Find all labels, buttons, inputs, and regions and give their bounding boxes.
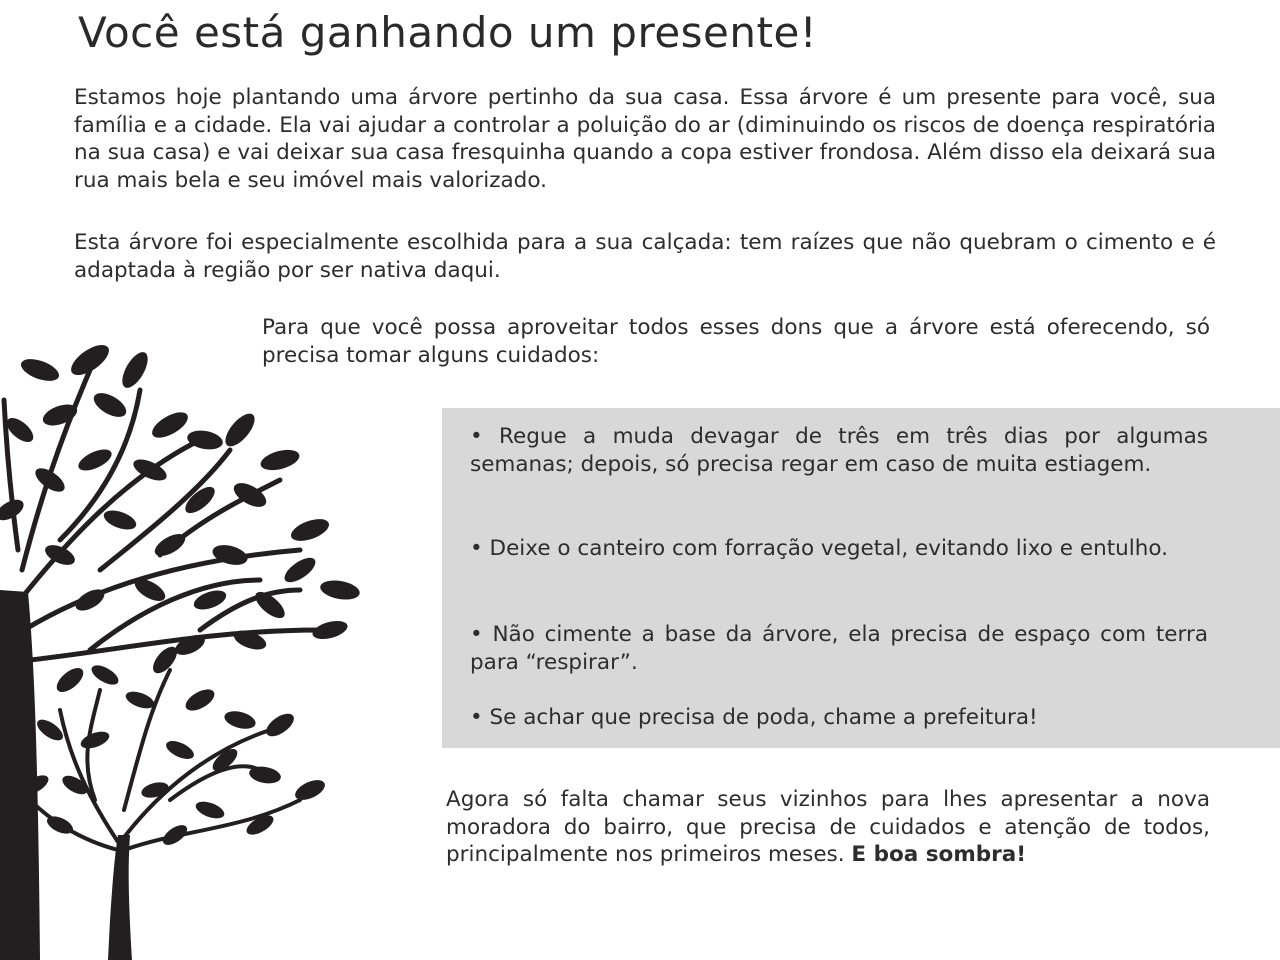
- tip-ground-cover: • Deixe o canteiro com forração vegetal, evitando lixo e entulho.: [470, 536, 1168, 561]
- care-intro-paragraph: Para que você possa aproveitar todos esses dons que a árvore está oferecendo, só precisa tomar alguns cuidados:: [262, 315, 1210, 368]
- closing-text: Agora só falta chamar seus vizinhos para lhes apresentar a nova moradora do bairro, que precisa de cuidados e atenção de todos, principalmente nos primeiros meses.: [446, 787, 1210, 867]
- tip-pruning: • Se achar que precisa de poda, chame a prefeitura!: [470, 705, 1038, 730]
- closing-paragraph: [446, 786, 1210, 869]
- page-title: Você está ganhando um presente!: [78, 8, 818, 57]
- tip-no-cement: • Não cimente a base da árvore, ela precisa de espaço com terra para “respirar”.: [470, 622, 1208, 675]
- care-tips-box: [442, 408, 1280, 748]
- tree-choice-paragraph: Esta árvore foi especialmente escolhida para a sua calçada: tem raízes que não quebram o cimento e é adaptada à região por ser nativa daqui.: [74, 230, 1216, 283]
- tip-watering: • Regue a muda devagar de três em três dias por algumas semanas; depois, só precisa regar em caso de muita estiagem.: [470, 424, 1208, 477]
- tree-illustration: [0, 330, 440, 960]
- closing-emphasis: E boa sombra!: [851, 842, 1027, 867]
- intro-paragraph: Estamos hoje plantando uma árvore pertinho da sua casa. Essa árvore é um presente para você, sua família e a cidade. Ela vai ajudar a controlar a poluição do ar (diminuindo os riscos de doença respiratória na sua casa) e vai deixar sua casa fresquinha quando a copa estiver frondosa. Além disso ela deixará sua rua mais bela e seu imóvel mais valorizado.: [74, 85, 1216, 193]
